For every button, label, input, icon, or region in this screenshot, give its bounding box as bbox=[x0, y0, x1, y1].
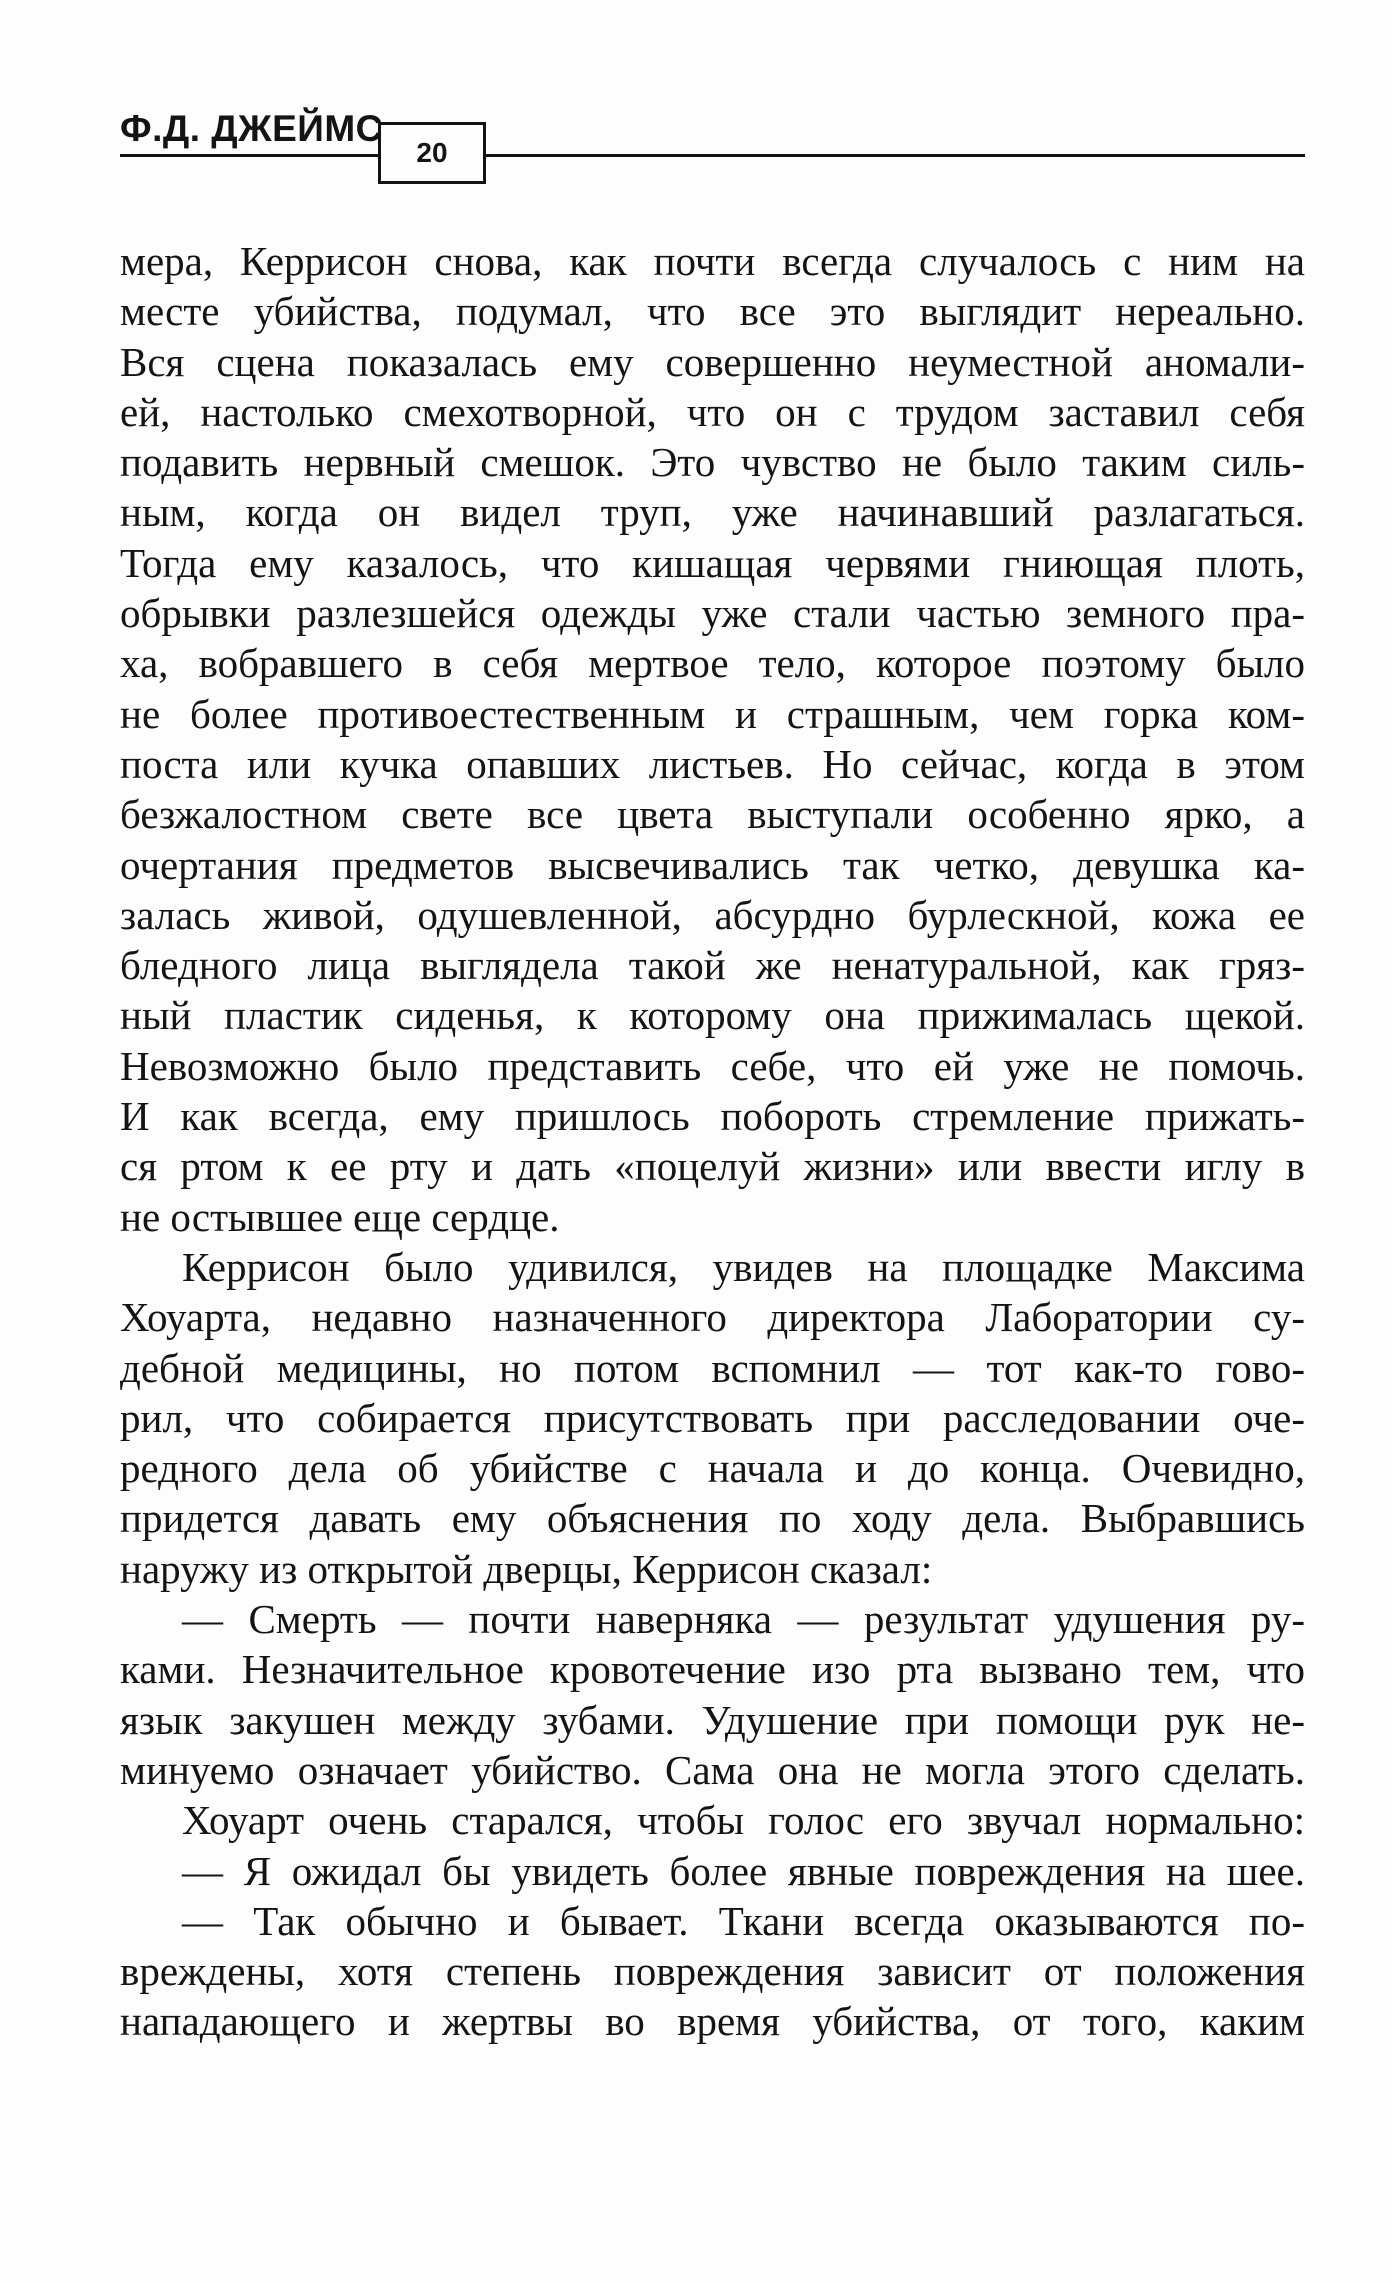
text-line: Керрисон было удивился, увидев на площадке Максима bbox=[182, 1243, 1305, 1290]
text-line: редного дела об убийстве с начала и до конца. Очевидно, bbox=[120, 1445, 1305, 1492]
text-line: минуемо означает убийство. Сама она не могла этого сделать. bbox=[120, 1746, 1305, 1793]
text-line: Тогда ему казалось, что кишащая червями гниющая плоть, bbox=[120, 539, 1305, 586]
text-line: — Смерть — почти наверняка — результат удушения ру- bbox=[182, 1596, 1305, 1643]
text-line: вреждены, хотя степень повреждения зависит от положения bbox=[120, 1948, 1305, 1995]
text-line: залась живой, одушевленной, абсурдно бурлескной, кожа ее bbox=[120, 891, 1305, 938]
text-line: ха, вобравшего в себя мертвое тело, которое поэтому было bbox=[120, 640, 1305, 687]
page-number: 20 bbox=[416, 137, 448, 168]
text-line: И как всегда, ему пришлось побороть стремление прижать- bbox=[120, 1093, 1305, 1140]
text-line: придется давать ему объяснения по ходу дела. Выбравшись bbox=[120, 1495, 1305, 1542]
running-title: Ф.Д. ДЖЕЙМС bbox=[120, 108, 383, 149]
text-line: — Так обычно и бывает. Ткани всегда оказываются по- bbox=[182, 1897, 1305, 1944]
text-line: обрывки разлезшейся одежды уже стали частью земного пра- bbox=[120, 590, 1305, 637]
text-line: рил, что собирается присутствовать при расследовании оче- bbox=[120, 1394, 1305, 1441]
text-line: подавить нервный смешок. Это чувство не было таким силь- bbox=[120, 439, 1305, 486]
text-line: очертания предметов высвечивались так четко, девушка ка- bbox=[120, 841, 1305, 888]
text-line: бледного лица выглядела такой же ненатуральной, как гряз- bbox=[120, 942, 1305, 989]
text-line: поста или кучка опавших листьев. Но сейчас, когда в этом bbox=[120, 740, 1305, 787]
text-line: Хоуарт очень старался, чтобы голос его звучал нормально: bbox=[182, 1797, 1305, 1844]
text-line: не остывшее еще сердце. bbox=[120, 1193, 560, 1240]
text-line: ный пластик сиденья, к которому она прижималась щекой. bbox=[120, 992, 1305, 1039]
text-line: ей, настолько смехотворной, что он с трудом заставил себя bbox=[120, 388, 1305, 435]
text-line: Невозможно было представить себе, что ей уже не помочь. bbox=[120, 1042, 1305, 1089]
text-line: нападающего и жертвы во время убийства, от того, каким bbox=[120, 1998, 1305, 2045]
text-line: безжалостном свете все цвета выступали особенно ярко, а bbox=[120, 791, 1305, 838]
text-line: язык закушен между зубами. Удушение при помощи рук не- bbox=[120, 1696, 1305, 1743]
text-line: наружу из открытой дверцы, Керрисон сказал: bbox=[120, 1545, 933, 1592]
page-number-box bbox=[378, 122, 486, 184]
text-line: месте убийства, подумал, что все это выглядит нереально. bbox=[120, 288, 1305, 335]
text-line: мера, Керрисон снова, как почти всегда случалось с ним на bbox=[120, 238, 1305, 284]
text-line: дебной медицины, но потом вспомнил — тот как-то гово- bbox=[120, 1344, 1305, 1391]
text-line: Хоуарта, недавно назначенного директора Лаборатории су- bbox=[120, 1294, 1305, 1341]
body-text bbox=[120, 236, 1305, 2047]
text-line: — Я ожидал бы увидеть более явные повреждения на шее. bbox=[182, 1847, 1305, 1894]
header-rule bbox=[120, 154, 378, 157]
running-header bbox=[120, 108, 1305, 188]
text-line: ся ртом к ее рту и дать «поцелуй жизни» или ввести иглу в bbox=[120, 1143, 1305, 1190]
header-rule bbox=[486, 154, 1305, 157]
text-line: ным, когда он видел труп, уже начинавший разлагаться. bbox=[120, 489, 1305, 536]
text-line: Вся сцена показалась ему совершенно неуместной аномали- bbox=[120, 338, 1305, 385]
text-line: не более противоестественным и страшным, чем горка ком- bbox=[120, 690, 1305, 737]
text-line: ками. Незначительное кровотечение изо рта вызвано тем, что bbox=[120, 1646, 1305, 1693]
